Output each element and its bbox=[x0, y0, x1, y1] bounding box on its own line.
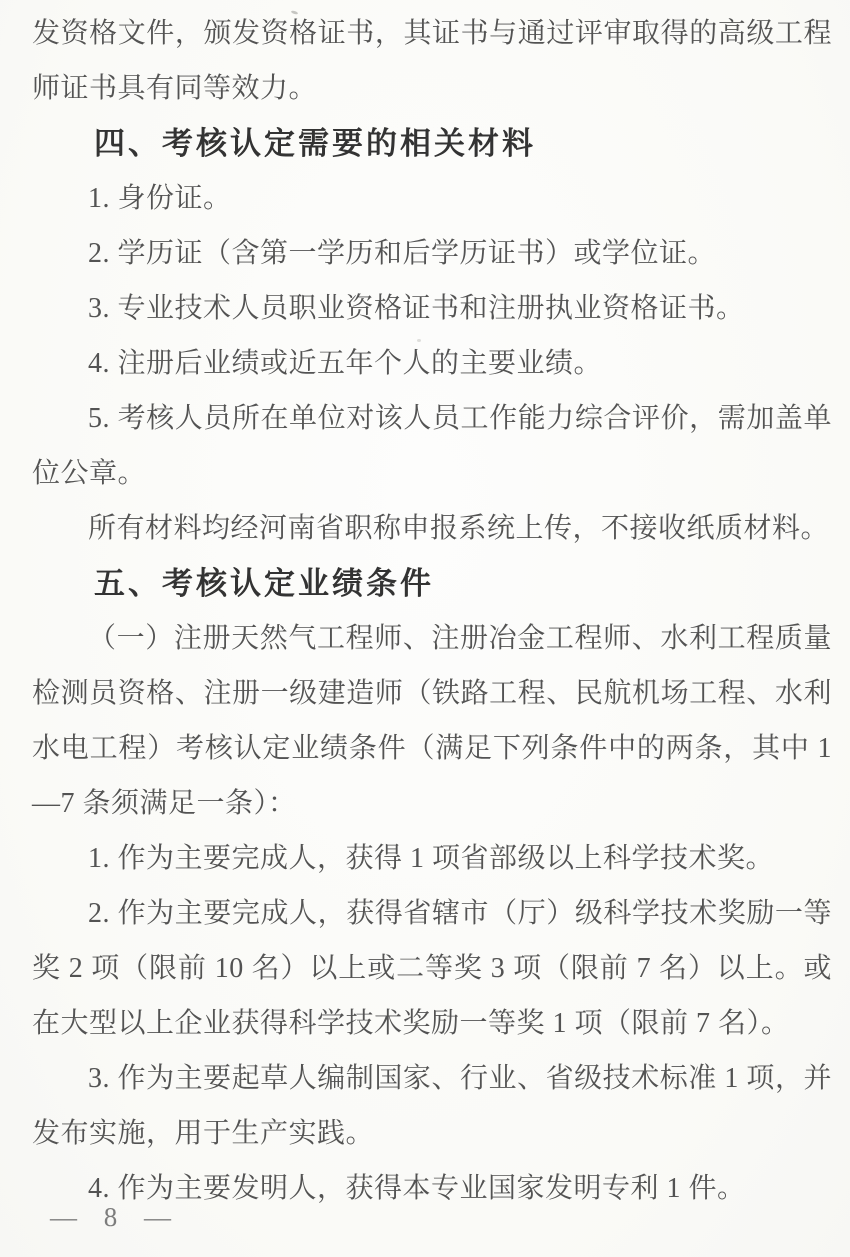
material-list-item-3: 3. 专业技术人员职业资格证书和注册执业资格证书。 bbox=[88, 293, 745, 324]
condition-list-item-4: 4. 作为主要发明人，获得本专业国家发明专利 1 件。 bbox=[88, 1173, 746, 1204]
condition-list-item-3: 3. 作为主要起草人编制国家、行业、省级技术标准 1 项，并发布实施，用于生产实践。 bbox=[32, 1063, 832, 1149]
upload-note-paragraph: 所有材料均经河南省职称申报系统上传，不接收纸质材料。 bbox=[88, 513, 830, 544]
page-number: — 8 — bbox=[50, 1202, 181, 1232]
body-paragraph-continuation: 发资格文件，颁发资格证书，其证书与通过评审取得的高级工程师证书具有同等效力。 bbox=[32, 18, 832, 104]
condition-list-item-2: 2. 作为主要完成人，获得省辖市（厅）级科学技术奖励一等奖 2 项（限前 10 名）以上或二等奖 3 项（限前 7 名）以上。或在大型以上企业获得科学技术奖励一等奖 1 项（限前 7 名）。 bbox=[32, 898, 832, 1039]
condition-list-item-1: 1. 作为主要完成人，获得 1 项省部级以上科学技术奖。 bbox=[88, 843, 775, 874]
material-list-item-5: 5. 考核人员所在单位对该人员工作能力综合评价，需加盖单位公章。 bbox=[32, 403, 832, 489]
material-list-item-1: 1. 身份证。 bbox=[88, 183, 232, 214]
material-list-item-2: 2. 学历证（含第一学历和后学历证书）或学位证。 bbox=[88, 238, 717, 269]
condition-intro-paragraph: （一）注册天然气工程师、注册冶金工程师、水利工程质量检测员资格、注册一级建造师（铁路工程、民航机场工程、水利水电工程）考核认定业绩条件（满足下列条件中的两条，其中 1—7 条须满足一条）： bbox=[32, 623, 832, 819]
material-list-item-4: 4. 注册后业绩或近五年个人的主要业绩。 bbox=[88, 348, 603, 379]
section-heading-5: 五、考核认定业绩条件 bbox=[94, 566, 434, 601]
document-body bbox=[32, 6, 832, 1216]
section-heading-4: 四、考核认定需要的相关材料 bbox=[94, 126, 536, 161]
